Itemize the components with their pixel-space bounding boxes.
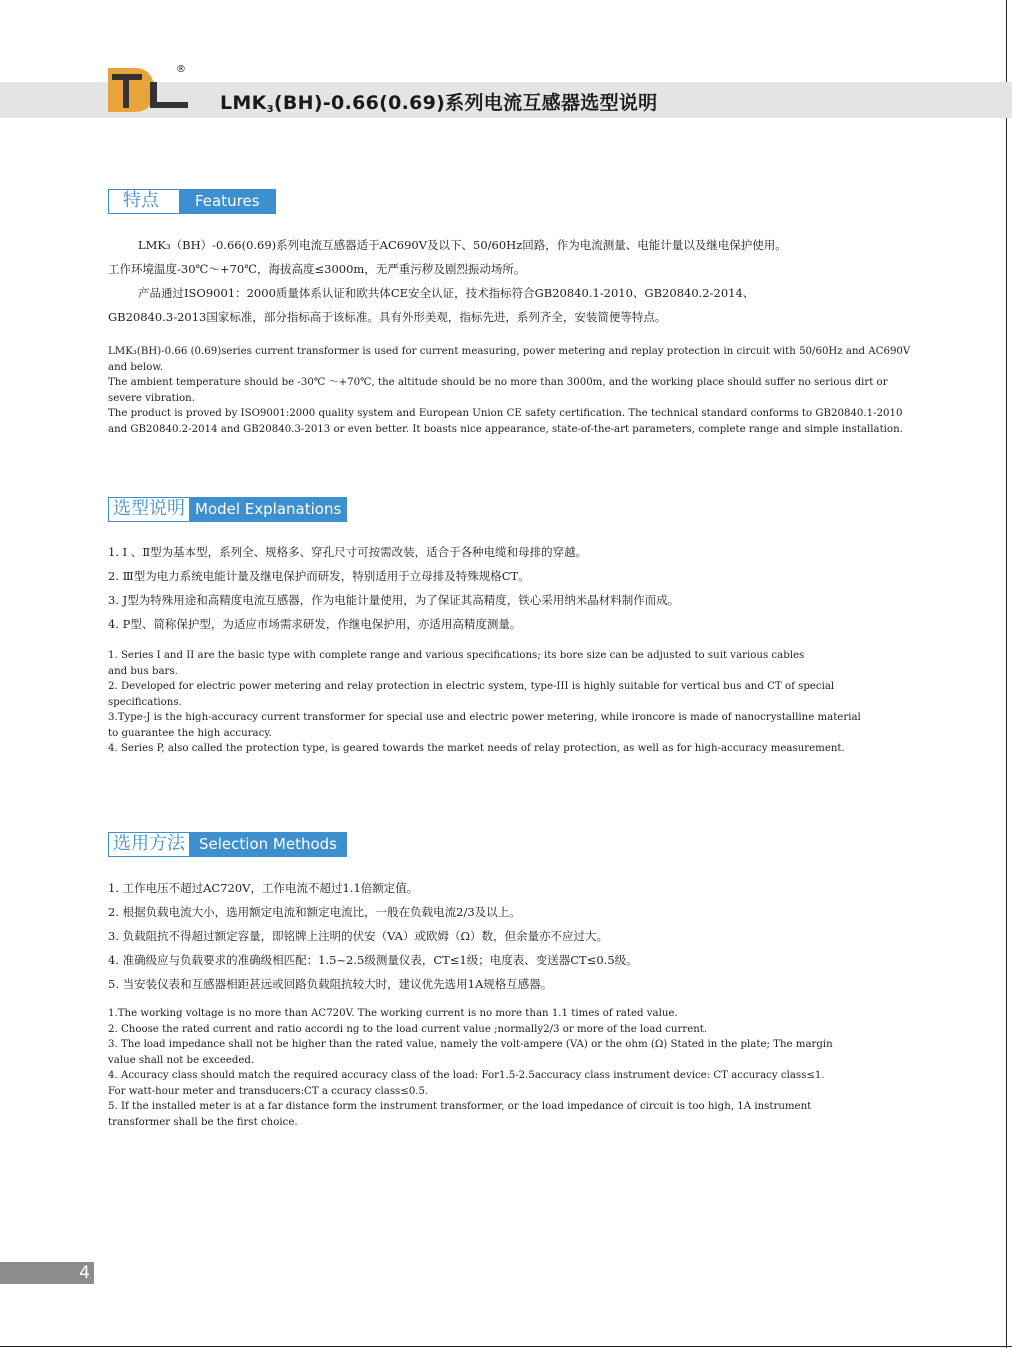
model-en-line: to guarantee the high accuracy. xyxy=(108,727,272,739)
features-en-line: The product is proved by ISO9001:2000 quality system and European Union CE safety certification. The technical standard conforms to GB20840.1-2010 xyxy=(108,408,903,419)
model-en-line: 1. Series I and II are the basic type with complete range and various specifications; its bore size can be adjusted to suit various cables xyxy=(108,650,805,661)
registered-mark: ® xyxy=(176,64,186,75)
selection-en-line: 2. Choose the rated current and ratio accordi ng to the load current value ;normally2/3 or more of the load current. xyxy=(108,1023,708,1035)
model-en-line: 4. Series P, also called the protection type, is geared towards the market needs of relay protection, as well as for high-accuracy measurement. xyxy=(108,743,845,754)
model-cn-text xyxy=(108,540,908,636)
selection-cn-line: 4. 准确级应与负载要求的准确级相匹配：1.5~2.5级测量仪表，CT≤1级；电度表、变送器CT≤0.5级。 xyxy=(108,953,638,967)
model-cn-line: 4. P型、简称保护型，为适应市场需求研发，作继电保护用，亦适用高精度测量。 xyxy=(108,617,522,631)
selection-en-line: 5. If the installed meter is at a far distance form the instrument transformer, or the load impedance of circuit is too high, 1A instrument xyxy=(108,1101,812,1112)
model-cn-line: 2. Ⅲ型为电力系统电能计量及继电保护而研发，特别适用于立母排及特殊规格CT。 xyxy=(108,569,530,583)
selection-cn-line: 5. 当安装仪表和互感器相距甚远或回路负载阻抗较大时，建议优先选用1A规格互感器。 xyxy=(108,977,553,991)
model-en-line: 2. Developed for electric power metering and relay protection in electric system, type-III is highly suitable for vertical bus and CT of special xyxy=(108,681,835,692)
model-en-text xyxy=(108,648,918,757)
model-cn-line: 3. J型为特殊用途和高精度电流互感器，作为电能计量使用，为了保证其高精度，铁心采用纳米晶材料制作而成。 xyxy=(108,593,680,607)
selection-en-line: value shall not be exceeded. xyxy=(108,1054,255,1066)
model-en-line: 3.Type-J is the high-accuracy current transformer for special use and electric power metering, while ironcore is made of nanocrystalline material xyxy=(108,712,861,723)
features-cn-line: GB20840.3-2013国家标准，部分指标高于该标准。具有外形美观，指标先进，系列齐全，安装简便等特点。 xyxy=(108,310,667,324)
features-heading xyxy=(108,189,276,214)
features-heading-cn: 特点 xyxy=(108,189,179,214)
model-cn-line: 1. Ⅰ 、Ⅱ型为基本型，系列全、规格多、穿孔尺寸可按需改装，适合于各种电缆和母排的穿越。 xyxy=(108,545,588,559)
features-cn-line: 产品通过ISO9001：2000质量体系认证和欧共体CE安全认证，技术指标符合GB20840.1-2010、GB20840.2-2014、 xyxy=(138,286,755,300)
features-en-line: severe vibration. xyxy=(108,392,195,404)
features-heading-en: Features xyxy=(179,189,276,214)
selection-en-line: 4. Accuracy class should match the required accuracy class of the load: For1.5-2.5accuracy class instrument device: CT accuracy class≤1. xyxy=(108,1070,825,1081)
features-en-line: and GB20840.2-2014 and GB20840.3-2013 or even better. It boasts nice appearance, state-of-the-art parameters, complete range and simple installation. xyxy=(108,423,903,435)
selection-cn-text xyxy=(108,876,908,996)
features-en-line: The ambient temperature should be -30℃ ～+70℃, the altitude should be no more than 3000m, and the working place should suffer no serious dirt or xyxy=(108,377,888,388)
selection-en-line: 3. The load impedance shall not be higher than the rated value, namely the volt-ampere (VA) or the ohm (Ω) Stated in the plate; The margin xyxy=(108,1039,833,1050)
model-heading xyxy=(108,497,347,522)
selection-en-line: For watt-hour meter and transducers:CT a ccuracy class≤0.5. xyxy=(108,1085,429,1097)
features-cn-text xyxy=(108,233,908,329)
model-en-line: and bus bars. xyxy=(108,665,178,677)
model-en-line: specifications. xyxy=(108,696,182,708)
model-heading-cn: 选型说明 xyxy=(108,497,189,522)
selection-cn-line: 3. 负载阻抗不得超过额定容量，即铭牌上注明的伏安（VA）或欧姆（Ω）数，但余量亦不应过大。 xyxy=(108,929,608,943)
selection-cn-line: 1. 工作电压不超过AC720V，工作电流不超过1.1倍额定值。 xyxy=(108,881,419,895)
selection-heading xyxy=(108,832,347,857)
selection-en-text xyxy=(108,1006,918,1130)
features-en-text xyxy=(108,344,918,437)
page-number: 4 xyxy=(79,1263,90,1283)
features-en-line: LMK₃(BH)-0.66 (0.69)series current transformer is used for current measuring, power metering and replay protection in circuit with 50/60Hz and AC690V xyxy=(108,346,911,357)
features-cn-line: 工作环境温度-30℃～+70℃，海拔高度≤3000m，无严重污秽及剧烈振动场所。 xyxy=(108,262,526,276)
page-title: $LMK_3(BH)-0.66(0.69)$系列电流互感器选型说明 xyxy=(220,92,658,115)
selection-en-line: transformer shall be the first choice. xyxy=(108,1116,298,1128)
features-cn-line: LMK₃（BH）-0.66(0.69)系列电流互感器适于AC690V及以下、50/60Hz回路，作为电流测量、电能计量以及继电保护使用。 xyxy=(138,238,787,252)
selection-heading-en: Selection Methods xyxy=(189,832,347,857)
features-en-line: and below. xyxy=(108,361,164,373)
page-border-bottom xyxy=(0,1346,1012,1347)
selection-en-line: 1.The working voltage is no more than AC720V. The working current is no more than 1.1 times of rated value. xyxy=(108,1008,678,1019)
selection-cn-line: 2. 根据负载电流大小，选用额定电流和额定电流比，一般在负载电流2/3及以上。 xyxy=(108,905,521,919)
selection-heading-cn: 选用方法 xyxy=(108,832,189,857)
page-number-tab xyxy=(0,1262,94,1284)
model-heading-en: Model Explanations xyxy=(189,497,347,522)
page-border-right xyxy=(1006,0,1007,1348)
